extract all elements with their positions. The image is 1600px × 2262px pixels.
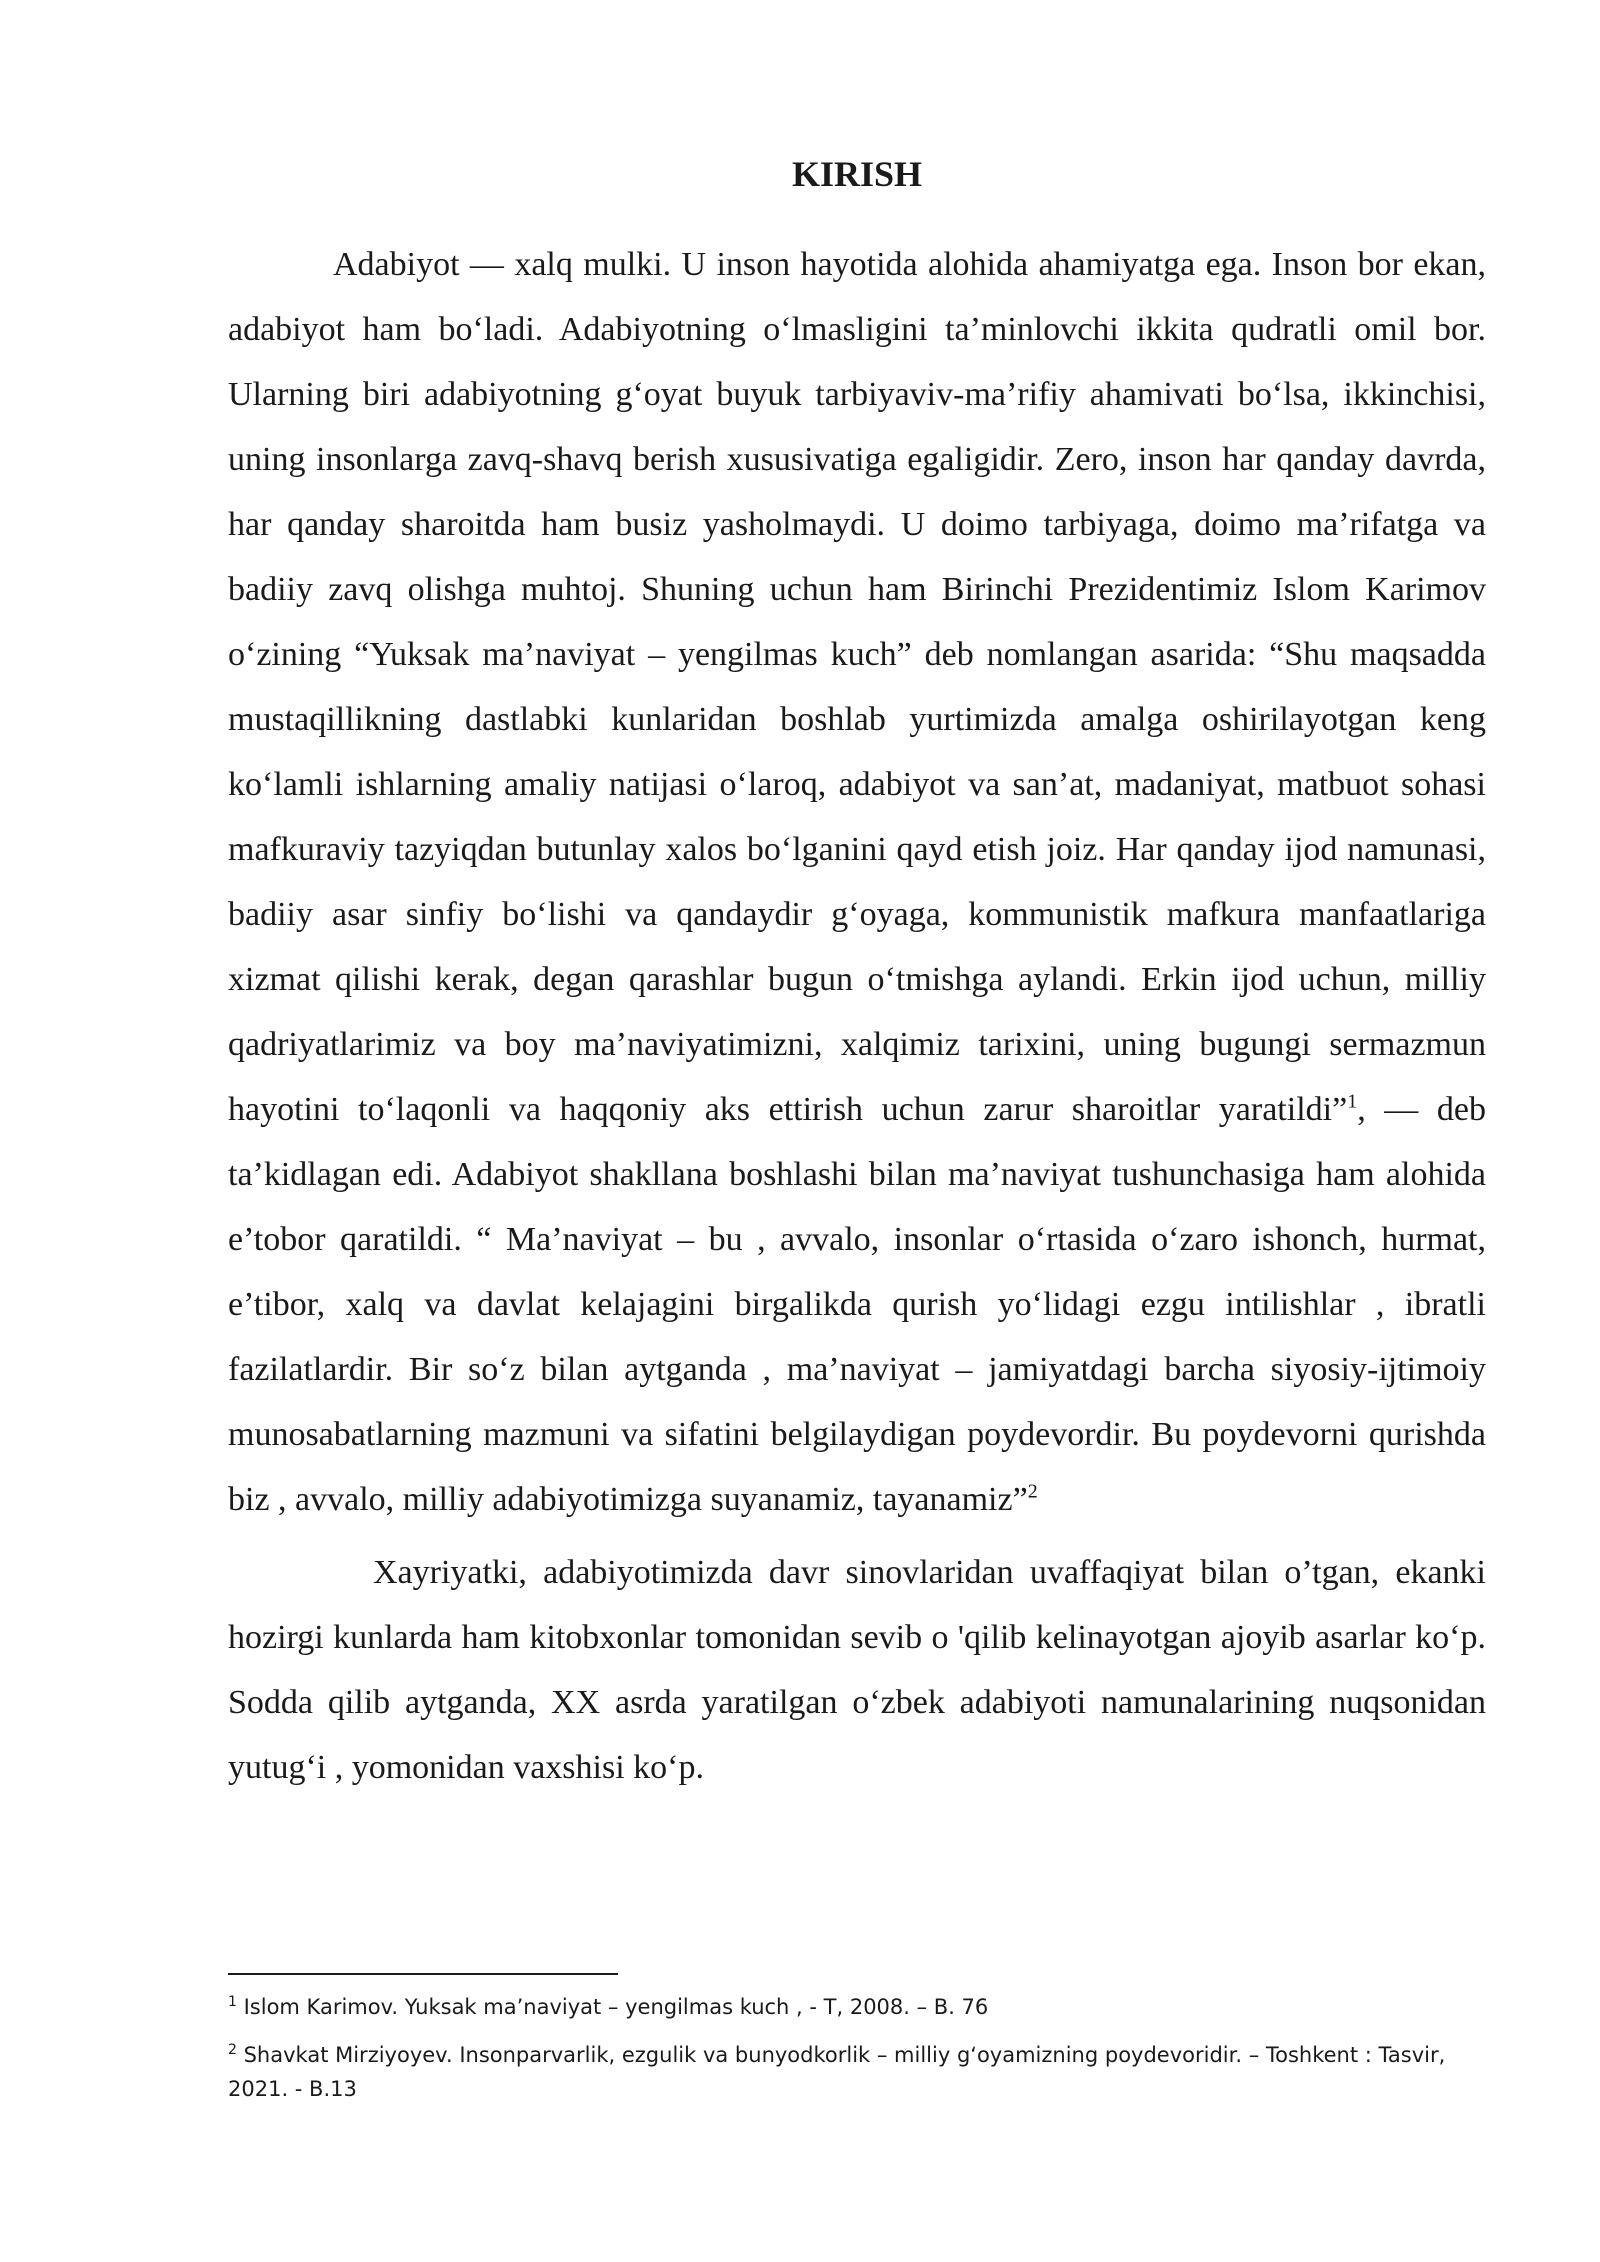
footnote-number: 1 xyxy=(228,1994,237,2010)
footnote-1 xyxy=(228,1990,1486,2024)
paragraph-1-part-b: , — deb ta’kidlagan edi. Adabiyot shakllana boshlashi bilan ma’naviyat tushunchasiga ham alohida e’tobor qaratildi. “ Ma’naviyat – bu , avvalo, insonlar o‘rtasida o‘zaro ishonch, hurmat, e’tibor, xalq va davlat kelajagini birgalikda qurish yo‘lidagi ezgu intilishlar , ibratli fazilatlardir. Bir so‘z bilan aytganda , ma’naviyat – jamiyatdagi barcha siyosiy-ijtimoiy munosabatlarning mazmuni va sifatini belgilaydigan poydevordir. Bu poydevorni qurishda biz , avvalo, milliy adabiyotimizga suyanamiz, tayanamiz” xyxy=(228,1091,1486,1518)
paragraph-1 xyxy=(228,232,1486,1532)
footnote-ref-2[interactable]: 2 xyxy=(1027,1480,1038,1503)
footnote-ref-1[interactable]: 1 xyxy=(1347,1090,1358,1113)
paragraph-2: Xayriyatki, adabiyotimizda davr sinovlaridan uvaffaqiyat bilan o’tgan, ekanki hozirgi kunlarda ham kitobxonlar tomonidan sevib o 'qilib kelinayotgan ajoyib asarlar ko‘p. Sodda qilib aytganda, XX asrda yaratilgan o‘zbek adabiyoti namunalarining nuqsonidan yutug‘i , yomonidan vaxshisi ko‘p. xyxy=(228,1554,1486,1786)
footnote-separator xyxy=(228,1973,618,1975)
footnotes xyxy=(228,1990,1486,2120)
page-title: KIRISH xyxy=(791,154,923,194)
footnote-2 xyxy=(228,2038,1486,2106)
body-text xyxy=(228,232,1486,1800)
footnote-number: 2 xyxy=(228,2042,237,2058)
paragraph-1-part-a: Adabiyot — xalq mulki. U inson hayotida alohida ahamiyatga ega. Inson bor ekan, adabiyot ham bo‘ladi. Adabiyotning o‘lmasligini ta’minlovchi ikkita qudratli omil bor. Ularning biri adabiyotning g‘oyat buyuk tarbiyaviv-ma’rifiy ahamivati bo‘lsa, ikkinchisi, uning insonlarga zavq-shavq berish xususivatiga egaligidir. Zero, inson har qanday davrda, har qanday sharoitda ham busiz yasholmaydi. U doimo tarbiyaga, doimo ma’rifatga va badiiy zavq olishga muhtoj. Shuning uchun ham Birinchi Prezidentimiz Islom Karimov o‘zining “Yuksak ma’naviyat – yengilmas kuch” deb nomlangan asarida: “Shu maqsadda mustaqillikning dastlabki kunlaridan boshlab yurtimizda amalga oshirilayotgan keng ko‘lamli ishlarning amaliy natijasi o‘laroq, adabiyot va san’at, madaniyat, matbuot sohasi mafkuraviy tazyiqdan butunlay xalos bo‘lganini qayd etish joiz. Har qanday ijod namunasi, badiiy asar sinfiy bo‘lishi va qandaydir g‘oyaga, kommunistik mafkura manfaatlariga xizmat qilishi kerak, degan qarashlar bugun o‘tmishga aylandi. Erkin ijod uchun, milliy qadriyatlarimiz va boy ma’naviyatimizni, xalqimiz tarixini, uning bugungi sermazmun hayotini to‘laqonli va haqqoniy aks ettirish uchun zarur sharoitlar yaratildi” xyxy=(228,246,1486,1128)
footnote-text: Shavkat Mirziyoyev. Insonparvarlik, ezgulik va bunyodkorlik – milliy g‘oyamizning poydevoridir. – Toshkent : Tasvir, 2021. - B.13 xyxy=(228,2043,1446,2101)
footnote-text: Islom Karimov. Yuksak ma’naviyat – yengilmas kuch , - T, 2008. – B. 76 xyxy=(236,1995,989,2019)
